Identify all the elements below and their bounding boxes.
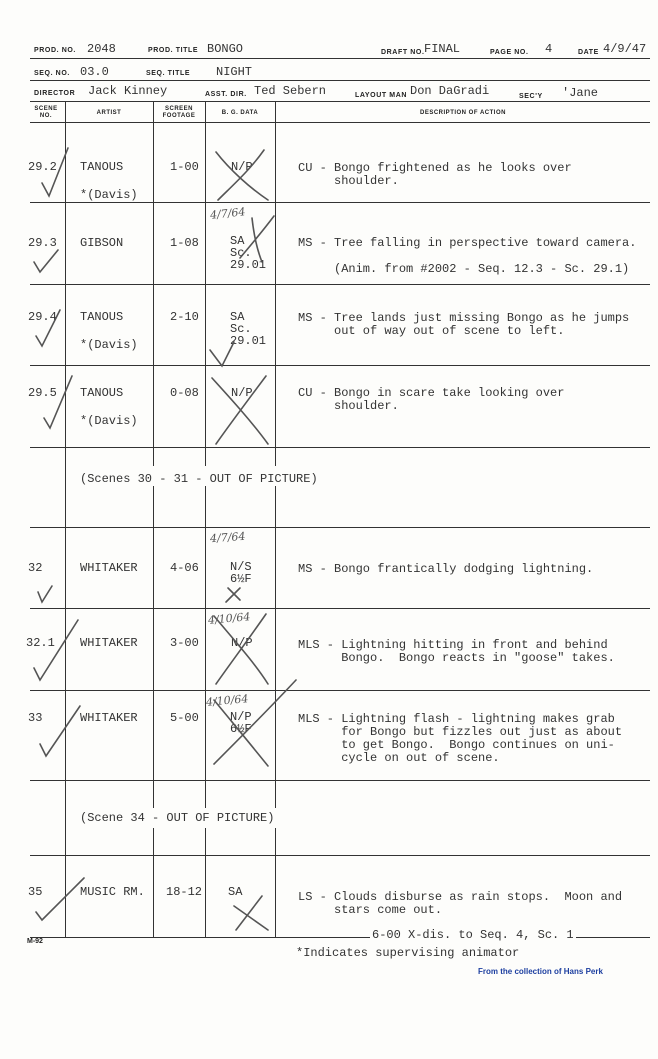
row-rule (30, 365, 650, 366)
footage-cell: 0-08 (170, 386, 199, 400)
artist-cell: TANOUS *(Davis) (80, 386, 138, 428)
prod-no-label: PROD. NO. (34, 47, 76, 54)
header-rule-2 (30, 80, 650, 81)
page-value: 4 (545, 42, 553, 56)
scene-number: 29.5 (28, 386, 57, 400)
col-rule-4b (275, 527, 276, 937)
director-label: DIRECTOR (34, 90, 76, 97)
row-rule (30, 527, 650, 528)
column-head-rule (30, 122, 650, 123)
draft-value: FINAL (424, 42, 461, 56)
out-of-picture-note: (Scene 34 - OUT OF PICTURE) (80, 811, 275, 825)
scene-number: 33 (28, 711, 43, 725)
handwritten-date: 4/7/64 (209, 205, 246, 222)
col-head-bg: B. G. DATA (221, 110, 259, 116)
date-label: DATE (578, 49, 599, 56)
check-mark-32-1 (34, 620, 78, 680)
secy-label: SEC'Y (519, 93, 543, 100)
description-cell: MLS - Lightning hitting in front and behind Bongo. Bongo reacts in "goose" takes. (298, 638, 615, 665)
scene-number: 35 (28, 885, 43, 899)
handwritten-date: 4/10/64 (207, 610, 251, 627)
row-rule (30, 690, 650, 691)
check-mark-29-3 (34, 250, 58, 272)
description-cell: MS - Bongo frantically dodging lightning. (298, 562, 594, 576)
col-head-desc: DESCRIPTION OF ACTION (420, 110, 506, 116)
seq-title-value: NIGHT (216, 65, 253, 79)
artist-cell: TANOUS *(Davis) (80, 310, 138, 352)
header-rule-3 (30, 101, 650, 102)
bg-data-cell: SA Sc. 29.01 (230, 234, 267, 272)
secy-value: 'Jane (562, 86, 599, 100)
x-mark-35 (234, 896, 268, 930)
row-rule (30, 780, 650, 781)
footage-cell: 3-00 (170, 636, 199, 650)
col-rule-3b (205, 527, 206, 937)
out-of-picture-note: (Scenes 30 - 31 - OUT OF PICTURE) (80, 472, 318, 486)
row-rule (30, 855, 650, 856)
page-label: PAGE NO. (490, 49, 529, 56)
handwritten-date: 4/7/64 (209, 529, 246, 546)
description-cell: CU - Bongo frightened as he looks over shoulder. (298, 161, 572, 188)
artist-cell: MUSIC RM. (80, 885, 145, 899)
form-number: M-92 (27, 938, 43, 945)
header-rule-1 (30, 58, 650, 59)
layout-label: LAYOUT MAN (355, 92, 408, 99)
scene-number: 32.1 (26, 636, 55, 650)
artist-cell: GIBSON (80, 236, 124, 250)
row-rule (30, 202, 650, 203)
artist-cell: WHITAKER (80, 561, 138, 575)
col-head-scene: SCENE NO. (34, 106, 58, 119)
scene-number: 29.2 (28, 160, 57, 174)
bg-data-cell: N/P (231, 160, 253, 174)
artist-cell: WHITAKER (80, 636, 138, 650)
description-cell: MLS - Lightning flash - lightning makes grab for Bongo but fizzles out just as about to get Bongo. Bongo continues on uni- cycle on out of scene. (298, 712, 623, 765)
x-mark-33 (214, 680, 296, 766)
seq-no-value: 03.0 (80, 65, 109, 79)
row-rule (30, 608, 650, 609)
description-cell: CU - Bongo in scare take looking over shoulder. (298, 386, 565, 413)
scene-number: 29.3 (28, 236, 57, 250)
bg-data-cell: N/S 6½F (230, 560, 252, 586)
scene-number: 29.4 (28, 310, 57, 324)
asst-dir-value: Ted Sebern (254, 84, 327, 98)
check-mark-32 (38, 586, 52, 602)
footage-cell: 2-10 (170, 310, 199, 324)
seq-no-label: SEQ. NO. (34, 70, 70, 77)
row-rule (30, 447, 650, 448)
prod-title-value: BONGO (207, 42, 244, 56)
check-mark-33 (40, 706, 80, 756)
scene-number: 32 (28, 561, 43, 575)
footage-cell: 1-00 (170, 160, 199, 174)
footage-cell: 4-06 (170, 561, 199, 575)
layout-value: Don DaGradi (410, 84, 490, 98)
col-head-artist: ARTIST (96, 110, 122, 116)
collection-credit: From the collection of Hans Perk (478, 967, 603, 976)
handwritten-date: 4/10/64 (205, 692, 249, 709)
col-rule-1b (65, 527, 66, 937)
footage-cell: 1-08 (170, 236, 199, 250)
description-cell: LS - Clouds disburse as rain stops. Moon and stars come out. (298, 890, 623, 917)
bg-data-cell: SA Sc. 29.01 (230, 310, 267, 348)
col-rule-2b (153, 527, 154, 937)
prod-no-value: 2048 (87, 42, 116, 56)
col-head-footage: SCREEN FOOTAGE (162, 106, 196, 119)
artist-cell: WHITAKER (80, 711, 138, 725)
footage-cell: 5-00 (170, 711, 199, 725)
description-cell: MS - Tree lands just missing Bongo as he jumps out of way out of scene to left. (298, 311, 630, 338)
draft-label: DRAFT NO. (381, 49, 425, 56)
asst-dir-label: ASST. DIR. (205, 91, 247, 98)
footnote: *Indicates supervising animator (296, 946, 520, 960)
check-mark-35 (36, 878, 84, 920)
cross-dissolve-note: 6-00 X-dis. to Seq. 4, Sc. 1 (372, 928, 574, 942)
description-cell: MS - Tree falling in perspective toward camera. (Anim. from #2002 - Seq. 12.3 - Sc. 29.1) (298, 236, 637, 276)
bg-data-cell: N/P 6½F (230, 710, 252, 736)
director-value: Jack Kinney (88, 84, 168, 98)
prod-title-label: PROD. TITLE (148, 47, 199, 54)
date-value: 4/9/47 (603, 42, 647, 56)
row-rule (30, 284, 650, 285)
x-mark-32 (226, 588, 240, 602)
bg-data-cell: N/P (231, 636, 253, 650)
footage-cell: 18-12 (166, 885, 203, 899)
x-mark-29-2 (216, 150, 268, 200)
seq-title-label: SEQ. TITLE (146, 70, 191, 77)
artist-cell: TANOUS *(Davis) (80, 160, 138, 202)
bg-data-cell: N/P (231, 386, 253, 400)
check-mark-29-5 (44, 376, 72, 428)
bg-data-cell: SA (228, 885, 243, 899)
